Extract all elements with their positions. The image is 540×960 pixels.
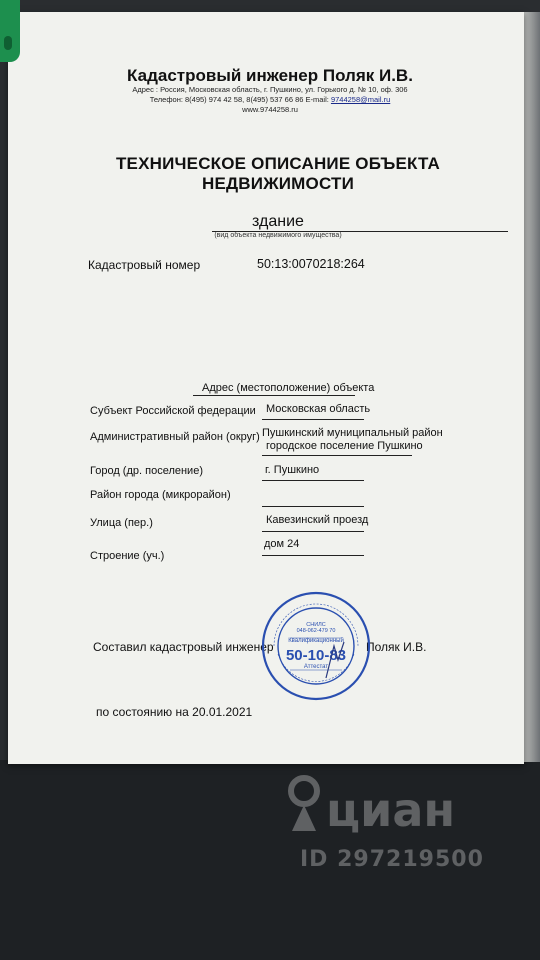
city-district-underline (262, 506, 364, 507)
document-title-line1: ТЕХНИЧЕСКОЕ ОПИСАНИЕ ОБЪЕКТА (115, 154, 441, 173)
address-heading: Адрес (местоположение) объекта (202, 382, 375, 394)
district-underline (262, 455, 412, 456)
date-text: по состоянию на 20.01.2021 (96, 705, 253, 719)
cian-watermark (286, 775, 486, 885)
object-kind-caption: (вид объекта недвижимого имущества) (214, 232, 342, 239)
street-underline (262, 531, 364, 532)
engineer-stamp (260, 590, 372, 702)
composed-by-label: Составил кадастровый инженер (93, 640, 274, 654)
stamp-snils-number: 048-062-479 70 (296, 628, 336, 634)
stamp-attestat-number: 50-10-83 (285, 647, 347, 664)
city-label: Город (др. поселение) (90, 465, 203, 477)
cadastral-number-value: 50:13:0070218:264 (257, 257, 365, 271)
stamp-attestat: Аттестат (303, 664, 329, 670)
header-email-link[interactable]: 9744258@mail.ru (330, 95, 391, 104)
header-website[interactable]: www.9744258.ru (242, 105, 298, 114)
subject-label: Субъект Российской федерации (90, 405, 256, 417)
stamp-qualification: Квалификационный (288, 638, 344, 644)
district-label: Административный район (округ) (90, 431, 260, 443)
document-title-line2: НЕДВИЖИМОСТИ (201, 174, 355, 193)
district-value-line2: городское поселение Пушкино (266, 440, 423, 452)
street-label: Улица (пер.) (90, 517, 153, 529)
object-kind: здание (252, 213, 304, 230)
engineer-short-name: Поляк И.В. (366, 640, 427, 654)
stamp-snils: СНИЛС (306, 622, 326, 628)
building-underline (262, 555, 364, 556)
header-contacts (0, 95, 540, 104)
city-district-label: Район города (микрорайон) (90, 489, 231, 501)
engineer-heading: Кадастровый инженер Поляк И.В. (127, 66, 413, 85)
cadastral-number-label: Кадастровый номер (88, 258, 201, 272)
address-heading-underline (193, 395, 355, 396)
city-underline (262, 480, 364, 481)
city-value: г. Пушкино (265, 464, 320, 476)
street-value: Кавезинский проезд (266, 514, 369, 526)
location-pin-icon (286, 775, 326, 835)
district-value-line1: Пушкинский муниципальный район (262, 427, 443, 439)
subject-underline (262, 419, 364, 420)
watermark-listing-id: ID 297219500 (300, 847, 484, 872)
binder-clip-icon (0, 0, 20, 62)
stamp-seal-icon (260, 590, 372, 702)
watermark-brand: циан (326, 783, 456, 837)
header-phone: Телефон: 8(495) 974 42 58, 8(495) 537 66 86 E-mail: (149, 95, 331, 104)
building-value: дом 24 (264, 538, 300, 550)
header-address: Адрес : Россия, Московская область, г. Пушкино, ул. Горького д. № 10, оф. 306 (132, 85, 408, 94)
building-label: Строение (уч.) (90, 550, 165, 562)
subject-value: Московская область (266, 403, 371, 415)
